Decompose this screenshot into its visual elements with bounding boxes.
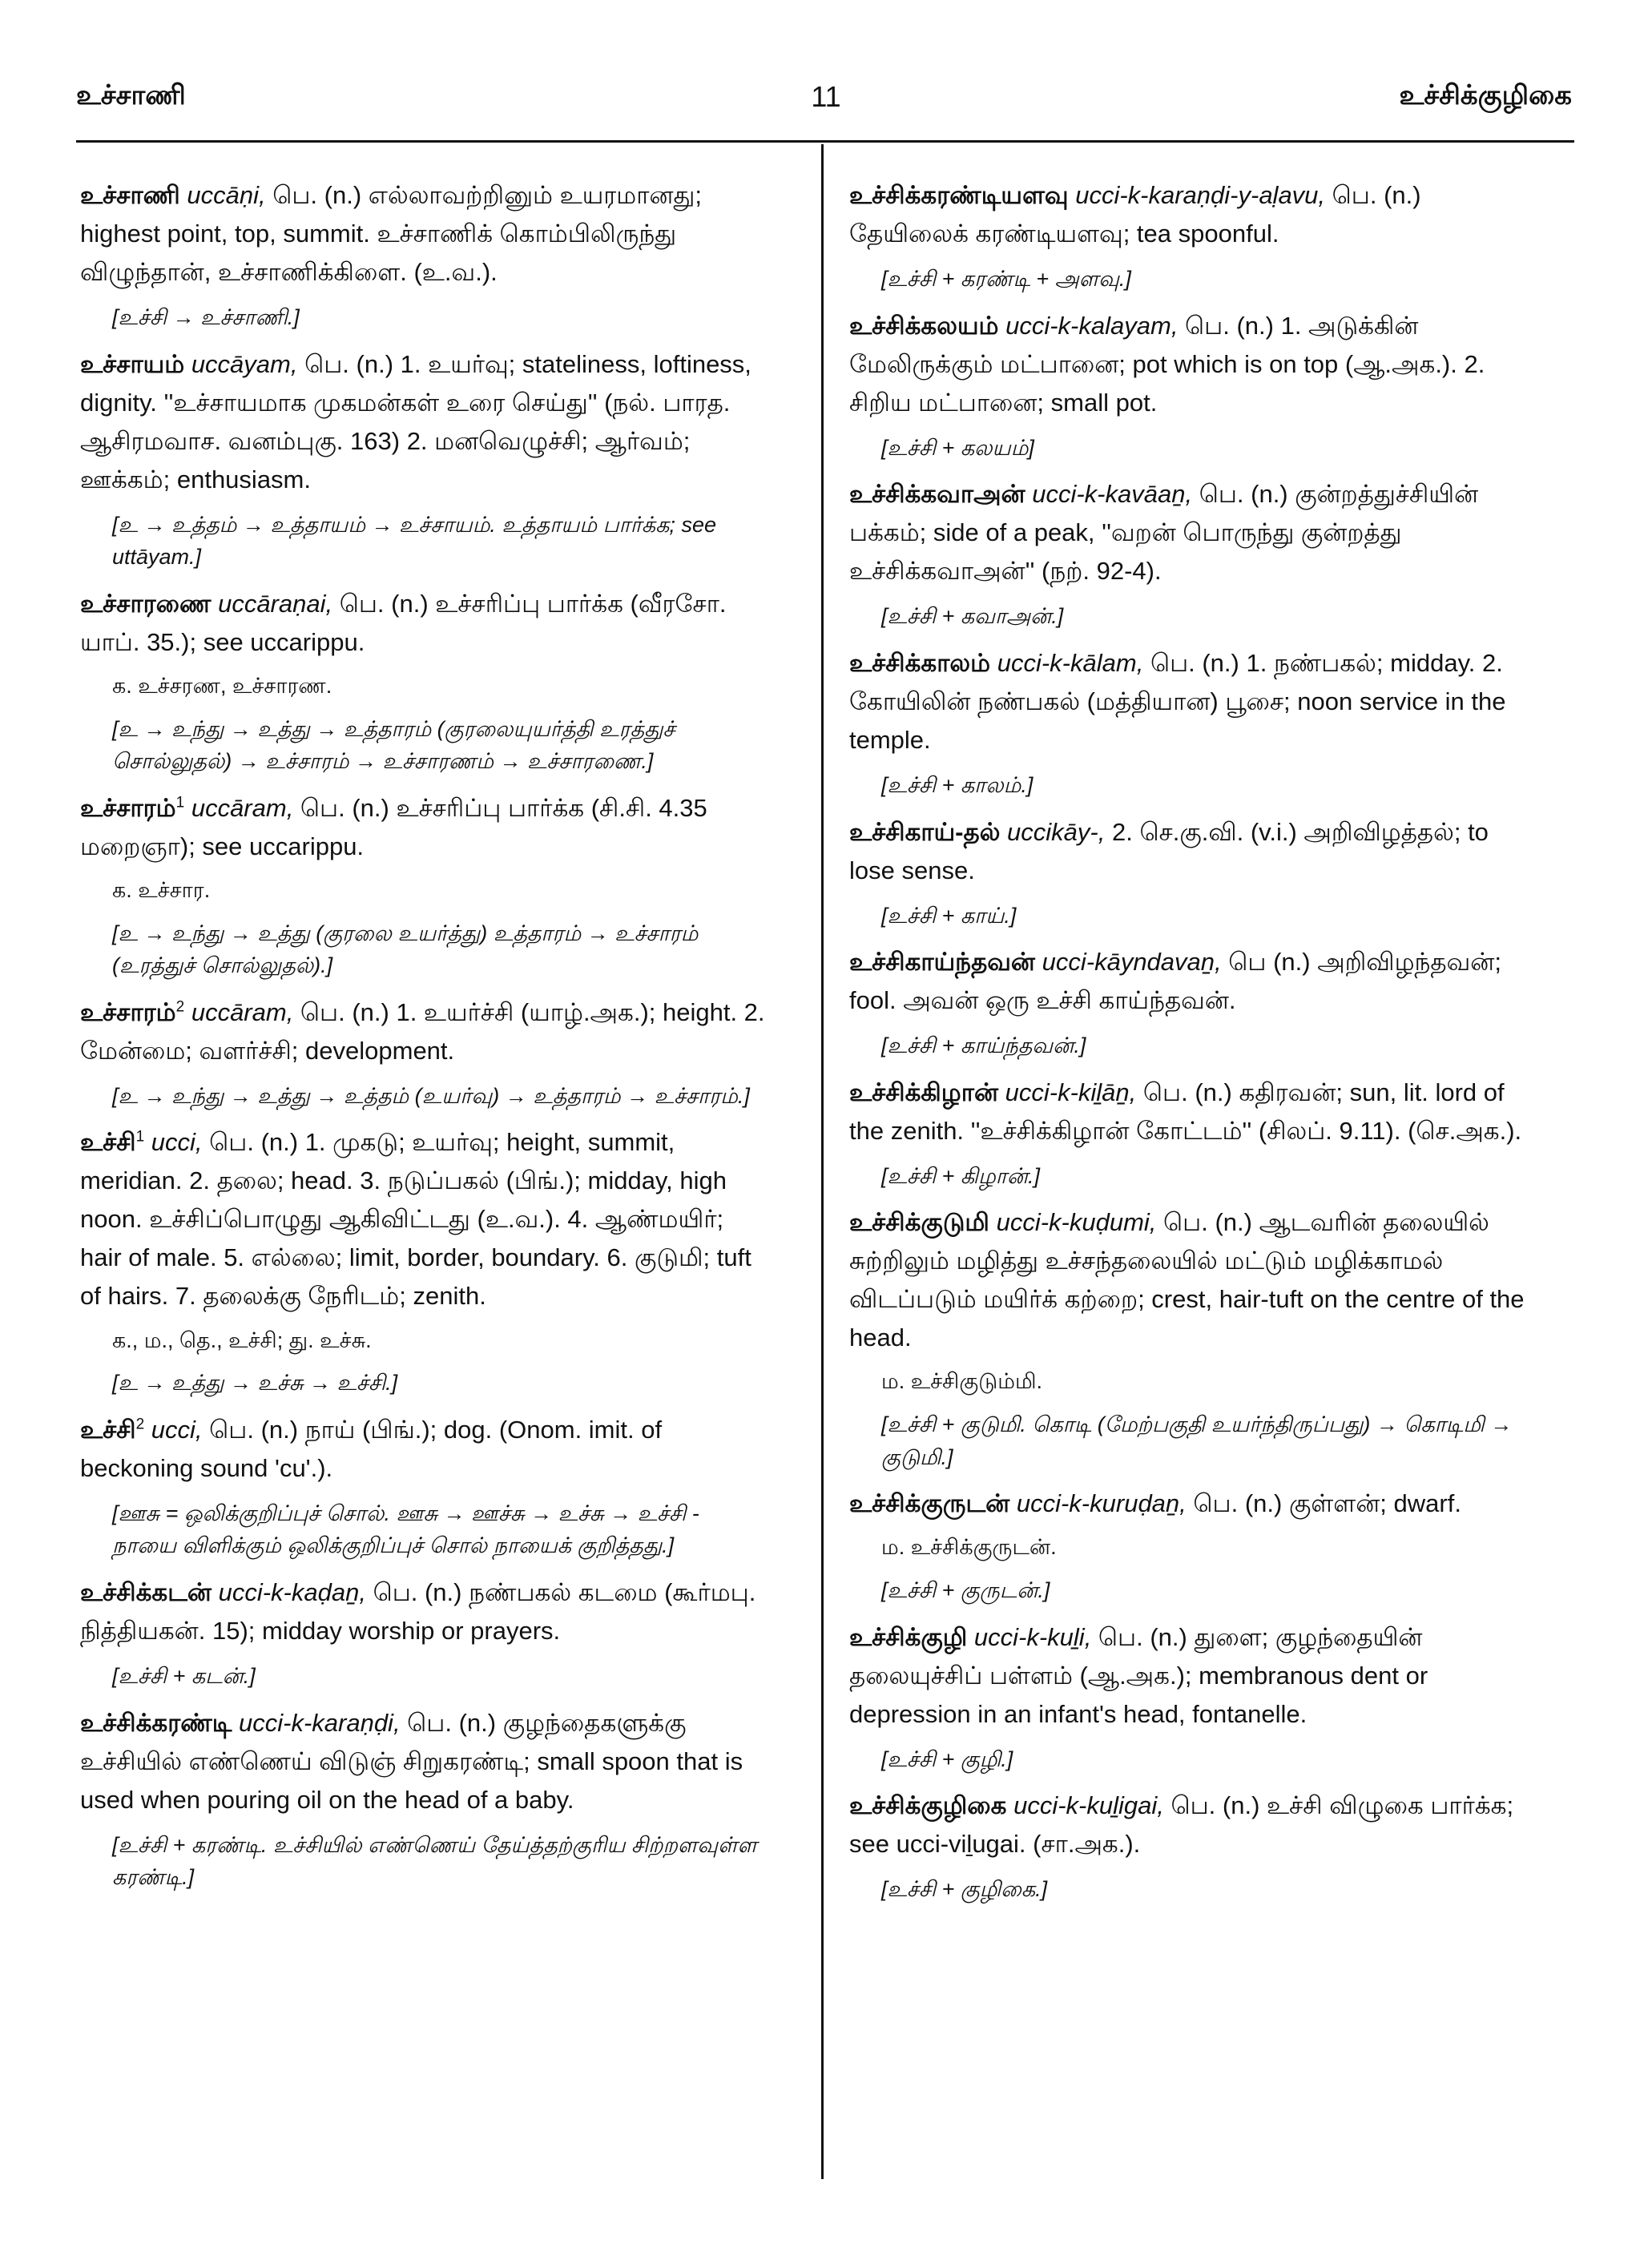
- etymology: [உச்சி + குருடன்.]: [881, 1578, 1050, 1603]
- transliteration: uccāṇi,: [187, 181, 266, 209]
- left-column: [80, 176, 769, 1905]
- transliteration: uccāraṇai,: [218, 589, 333, 618]
- etymology: [உ → உத்தம் → உத்தாயம் → உச்சாயம். உத்தாயம் பார்க்க; see uttāyam.]: [112, 512, 716, 570]
- transliteration: uccāyam,: [191, 349, 298, 378]
- definition: 1. முகடு; உயர்வு; height, summit, meridian. 2. தலை; head. 3. நடுப்பகல் (பிங்.); midday, high noon. உச்சிப்பொழுது ஆகிவிட்டது (உ.வ.). 4. ஆண்மயிர்; hair of male. 5. எல்லை; limit, border, boundary. 6. குடுமி; tuft of hairs. 7. தலைக்கு நேரிடம்; zenith.: [80, 1128, 751, 1311]
- headword: உச்சிகாய்ந்தவன்: [849, 948, 1035, 977]
- cognates: க., ம., தெ., உச்சி; து. உச்சு.: [112, 1327, 372, 1352]
- headword: உச்சாரணை: [80, 589, 212, 618]
- headword: உச்சிக்கிழான்: [849, 1078, 998, 1106]
- homonym-number: 1: [135, 1128, 145, 1146]
- dictionary-entry: [80, 1573, 769, 1693]
- etymology: [உ → உத்து → உச்சு → உச்சி.]: [112, 1371, 398, 1396]
- dictionary-entry: [80, 345, 769, 574]
- dictionary-entry: [80, 176, 769, 334]
- dictionary-entry: [849, 644, 1538, 802]
- transliteration: uccikāy-,: [1007, 817, 1106, 846]
- right-column: [849, 176, 1538, 1917]
- cognates: க. உச்சரண, உச்சாரண.: [112, 673, 332, 698]
- transliteration: uccāram,: [191, 997, 294, 1026]
- etymology: [உ → உந்து → உத்து → உத்தம் (உயர்வு) → உத்தாரம் → உச்சாரம்.]: [112, 1083, 750, 1108]
- etymology: [உச்சி + குழிகை.]: [881, 1877, 1048, 1902]
- dictionary-entry: [849, 1484, 1538, 1606]
- definition: அறிவிழத்தல்; to lose sense.: [849, 817, 1489, 884]
- part-of-speech: பெ. (n.): [293, 997, 397, 1026]
- homonym-number: 1: [175, 794, 185, 812]
- transliteration: ucci-k-kālam,: [997, 648, 1144, 677]
- transliteration: ucci-k-kaḍaṉ,: [218, 1577, 366, 1606]
- headword: உச்சாணி: [80, 181, 180, 209]
- definition: 1. நண்பகல்; midday. 2. கோயிலின் நண்பகல் (மத்தியான) பூசை; noon service in the temple.: [849, 648, 1506, 754]
- transliteration: ucci,: [151, 1128, 203, 1157]
- etymology: [உச்சி + கரண்டி + அளவு.]: [881, 267, 1131, 292]
- definition: குள்ளன்; dwarf.: [1288, 1489, 1461, 1518]
- etymology: [ஊசு = ஒலிக்குறிப்புச் சொல். ஊசு → ஊச்சு → உச்சு → உச்சி - நாயை விளிக்கும் ஒலிக்குறிப்புச் சொல் நாயைக் குறித்தது.]: [112, 1501, 699, 1558]
- cognates: க. உச்சார.: [112, 877, 211, 902]
- running-head-right: உச்சிக்குழிகை: [1399, 80, 1572, 111]
- definition: நண்பகல் கடமை (கூர்மபு. நித்தியகன். 15); midday worship or prayers.: [80, 1577, 756, 1646]
- etymology: [உச்சி + கரண்டி. உச்சியில் எண்ணெய் தேய்த்தற்குரிய சிற்றளவுள்ள கரண்டி.]: [112, 1832, 757, 1890]
- definition: அறிவிழந்தவன்; fool. அவன் ஒரு உச்சி காய்ந்தவன்.: [849, 948, 1501, 1015]
- etymology: [உச்சி + கிழான்.]: [881, 1163, 1041, 1188]
- transliteration: ucci-k-kuḍumi,: [996, 1208, 1157, 1237]
- transliteration: ucci-k-kavāaṉ,: [1032, 480, 1193, 509]
- headword: உச்சாயம்: [80, 349, 185, 378]
- headword: உச்சிக்கலயம்: [849, 311, 999, 340]
- definition: 1. உயர்வு; stateliness, loftiness, dignity. ''உச்சாயமாக முகமன்கள் உரை செய்து'' (நல். பாரத. ஆசிரமவாச. வனம்புகு. 163) 2. மனவெழுச்சி; ஆர்வம்; ஊக்கம்; enthusiasm.: [80, 349, 751, 493]
- part-of-speech: பெ. (n.): [1143, 648, 1247, 677]
- definition: குன்றத்துச்சியின் பக்கம்; side of a peak, ''வறன் பொருந்து குன்றத்து உச்சிக்கவாஅன்'' (நற். 92-4).: [849, 480, 1479, 586]
- dictionary-entry: [80, 1411, 769, 1562]
- part-of-speech: பெ. (n.): [1325, 181, 1421, 209]
- transliteration: ucci-k-karaṇḍi,: [239, 1708, 401, 1737]
- part-of-speech: பெ. (n.): [1163, 1791, 1267, 1820]
- headword: உச்சிக்கடன்: [80, 1577, 212, 1606]
- dictionary-entry: [80, 1123, 769, 1400]
- definition: தேயிலைக் கரண்டியளவு; tea spoonful.: [849, 220, 1279, 248]
- part-of-speech: பெ (n.): [1221, 948, 1318, 977]
- definition: குழந்தைகளுக்கு உச்சியில் எண்ணெய் விடுஞ் சிறுகரண்டி; small spoon that is used when pouring oil on the head of a baby.: [80, 1708, 743, 1814]
- part-of-speech: பெ. (n.): [365, 1577, 469, 1606]
- transliteration: uccāram,: [191, 793, 294, 822]
- definition: துளை; குழந்தையின் தலையுச்சிப் பள்ளம் (ஆ.அக.); membranous dent or depression in an infant's head, fontanelle.: [849, 1622, 1428, 1728]
- running-head-left: உச்சாணி: [76, 80, 186, 111]
- part-of-speech: பெ. (n.): [400, 1708, 503, 1737]
- etymology: [உச்சி + காலம்.]: [881, 773, 1034, 798]
- page-number: 11: [811, 80, 841, 113]
- headword: உச்சிக்குழிகை: [849, 1791, 1007, 1820]
- dictionary-entry: [849, 307, 1538, 465]
- dictionary-entry: [849, 1074, 1538, 1193]
- definition: ஆடவரின் தலையில் சுற்றிலும் மழித்து உச்சந்தலையில் மட்டும் மழிக்காமல் விடப்படும் மயிர்க் கற்றை; crest, hair-tuft on the centre of the head.: [849, 1208, 1525, 1352]
- part-of-speech: பெ. (n.): [1136, 1078, 1239, 1106]
- dictionary-entry: [849, 813, 1538, 933]
- definition: கதிரவன்; sun, lit. lord of the zenith. ''உச்சிக்கிழான் கோட்டம்'' (சிலப். 9.11). (செ.அக.).: [849, 1078, 1522, 1145]
- definition: உச்சரிப்பு பார்க்க (சி.சி. 4.35 மறைஞா); see uccarippu.: [80, 793, 707, 860]
- dictionary-entry: [80, 993, 769, 1113]
- homonym-number: 2: [175, 998, 185, 1016]
- part-of-speech: பெ. (n.): [202, 1415, 305, 1444]
- column-divider: [821, 144, 824, 2179]
- part-of-speech: பெ. (n.): [1192, 480, 1295, 509]
- part-of-speech: 2. செ.கு.வி. (v.i.): [1105, 817, 1304, 846]
- part-of-speech: பெ. (n.): [1186, 1489, 1289, 1518]
- dictionary-entry: [849, 1618, 1538, 1776]
- definition: நாய் (பிங்.); dog. (Onom. imit. of beckoning sound 'cu'.).: [80, 1415, 663, 1482]
- transliteration: ucci-k-kalayam,: [1005, 311, 1179, 340]
- cognates: ம. உச்சிக்குருடன்.: [881, 1535, 1057, 1560]
- headword: உச்சிக்குடுமி: [849, 1208, 989, 1237]
- definition: உச்சி விழுகை பார்க்க; see ucci-viḻugai. (சா.அக.).: [849, 1791, 1514, 1859]
- etymology: [உச்சி + குடுமி. கொடி (மேற்பகுதி உயர்ந்திருப்பது) → கொடிமி → குடுமி.]: [881, 1412, 1513, 1469]
- dictionary-entry: [849, 1203, 1538, 1473]
- part-of-speech: பெ. (n.): [265, 181, 369, 209]
- headword: உச்சாரம்: [80, 997, 176, 1026]
- part-of-speech: பெ. (n.): [332, 589, 436, 618]
- etymology: [உச்சி + கடன்.]: [112, 1664, 256, 1689]
- etymology: [உச்சி + கலயம்]: [881, 435, 1034, 460]
- headword: உச்சிகாய்-தல்: [849, 817, 1001, 846]
- transliteration: ucci-kāyndavaṉ,: [1042, 948, 1222, 977]
- dictionary-entry: [849, 475, 1538, 633]
- dictionary-entry: [849, 943, 1538, 1062]
- part-of-speech: பெ. (n.): [1178, 311, 1281, 340]
- etymology: [உச்சி + கவாஅன்.]: [881, 604, 1064, 629]
- headword: உச்சிக்குருடன்: [849, 1489, 1010, 1518]
- cognates: ம. உச்சிகுடும்மி.: [881, 1369, 1043, 1394]
- part-of-speech: பெ. (n.): [297, 349, 401, 378]
- headword: உச்சிக்கரண்டி: [80, 1708, 232, 1737]
- headword: உச்சிக்கவாஅன்: [849, 480, 1025, 509]
- part-of-speech: பெ. (n.): [293, 793, 397, 822]
- headword: உச்சி: [80, 1128, 136, 1157]
- part-of-speech: பெ. (n.): [202, 1128, 305, 1157]
- definition: 1. உயர்ச்சி (யாழ்.அக.); height. 2. மேன்மை; வளர்ச்சி; development.: [80, 997, 765, 1065]
- dictionary-entry: [849, 176, 1538, 296]
- part-of-speech: பெ. (n.): [1156, 1208, 1259, 1237]
- transliteration: ucci-k-karaṇḍi-y-aḷavu,: [1075, 181, 1326, 209]
- definition: எல்லாவற்றினும் உயரமானது; highest point, top, summit. உச்சாணிக் கொம்பிலிருந்து விழுந்தான், உச்சாணிக்கிளை. (உ.வ.).: [80, 181, 703, 287]
- transliteration: ucci-k-kuḻigai,: [1013, 1791, 1164, 1820]
- homonym-number: 2: [135, 1416, 145, 1433]
- headword: உச்சிக்குழி: [849, 1622, 968, 1651]
- transliteration: ucci,: [151, 1415, 203, 1444]
- etymology: [உச்சி + குழி.]: [881, 1746, 1013, 1771]
- definition: உச்சரிப்பு பார்க்க (வீரசோ. யாப். 35.); see uccarippu.: [80, 589, 727, 656]
- etymology: [உ → உந்து → உத்து (குரலை உயர்த்து) உத்தாரம் → உச்சாரம் (உரத்துச் சொல்லுதல்).]: [112, 921, 699, 978]
- transliteration: ucci-k-kuruḍaṉ,: [1016, 1489, 1187, 1518]
- dictionary-entry: [849, 1787, 1538, 1906]
- dictionary-entry: [80, 789, 769, 982]
- headword: உச்சாரம்: [80, 793, 176, 822]
- etymology: [உச்சி + காய்.]: [881, 903, 1017, 928]
- part-of-speech: பெ. (n.): [1091, 1622, 1195, 1651]
- transliteration: ucci-k-kiḻāṉ,: [1005, 1078, 1137, 1106]
- dictionary-entry: [80, 1704, 769, 1894]
- headword: உச்சிக்காலம்: [849, 648, 991, 677]
- header-rule: [76, 140, 1574, 143]
- etymology: [உச்சி → உச்சாணி.]: [112, 305, 300, 330]
- transliteration: ucci-k-kuḻi,: [973, 1622, 1092, 1651]
- definition: 1. அடுக்கின் மேலிருக்கும் மட்பானை; pot which is on top (ஆ.அக.). 2. சிறிய மட்பானை; small pot.: [849, 311, 1485, 417]
- headword: உச்சிக்கரண்டியளவு: [849, 181, 1069, 209]
- dictionary-entry: [80, 585, 769, 778]
- etymology: [உ → உந்து → உத்து → உத்தாரம் (குரலையுயர்த்தி உரத்துச் சொல்லுதல்) → உச்சாரம் → உச்சாரணம் → உச்சாரணை.]: [112, 716, 675, 774]
- headword: உச்சி: [80, 1415, 136, 1444]
- etymology: [உச்சி + காய்ந்தவன்.]: [881, 1033, 1086, 1058]
